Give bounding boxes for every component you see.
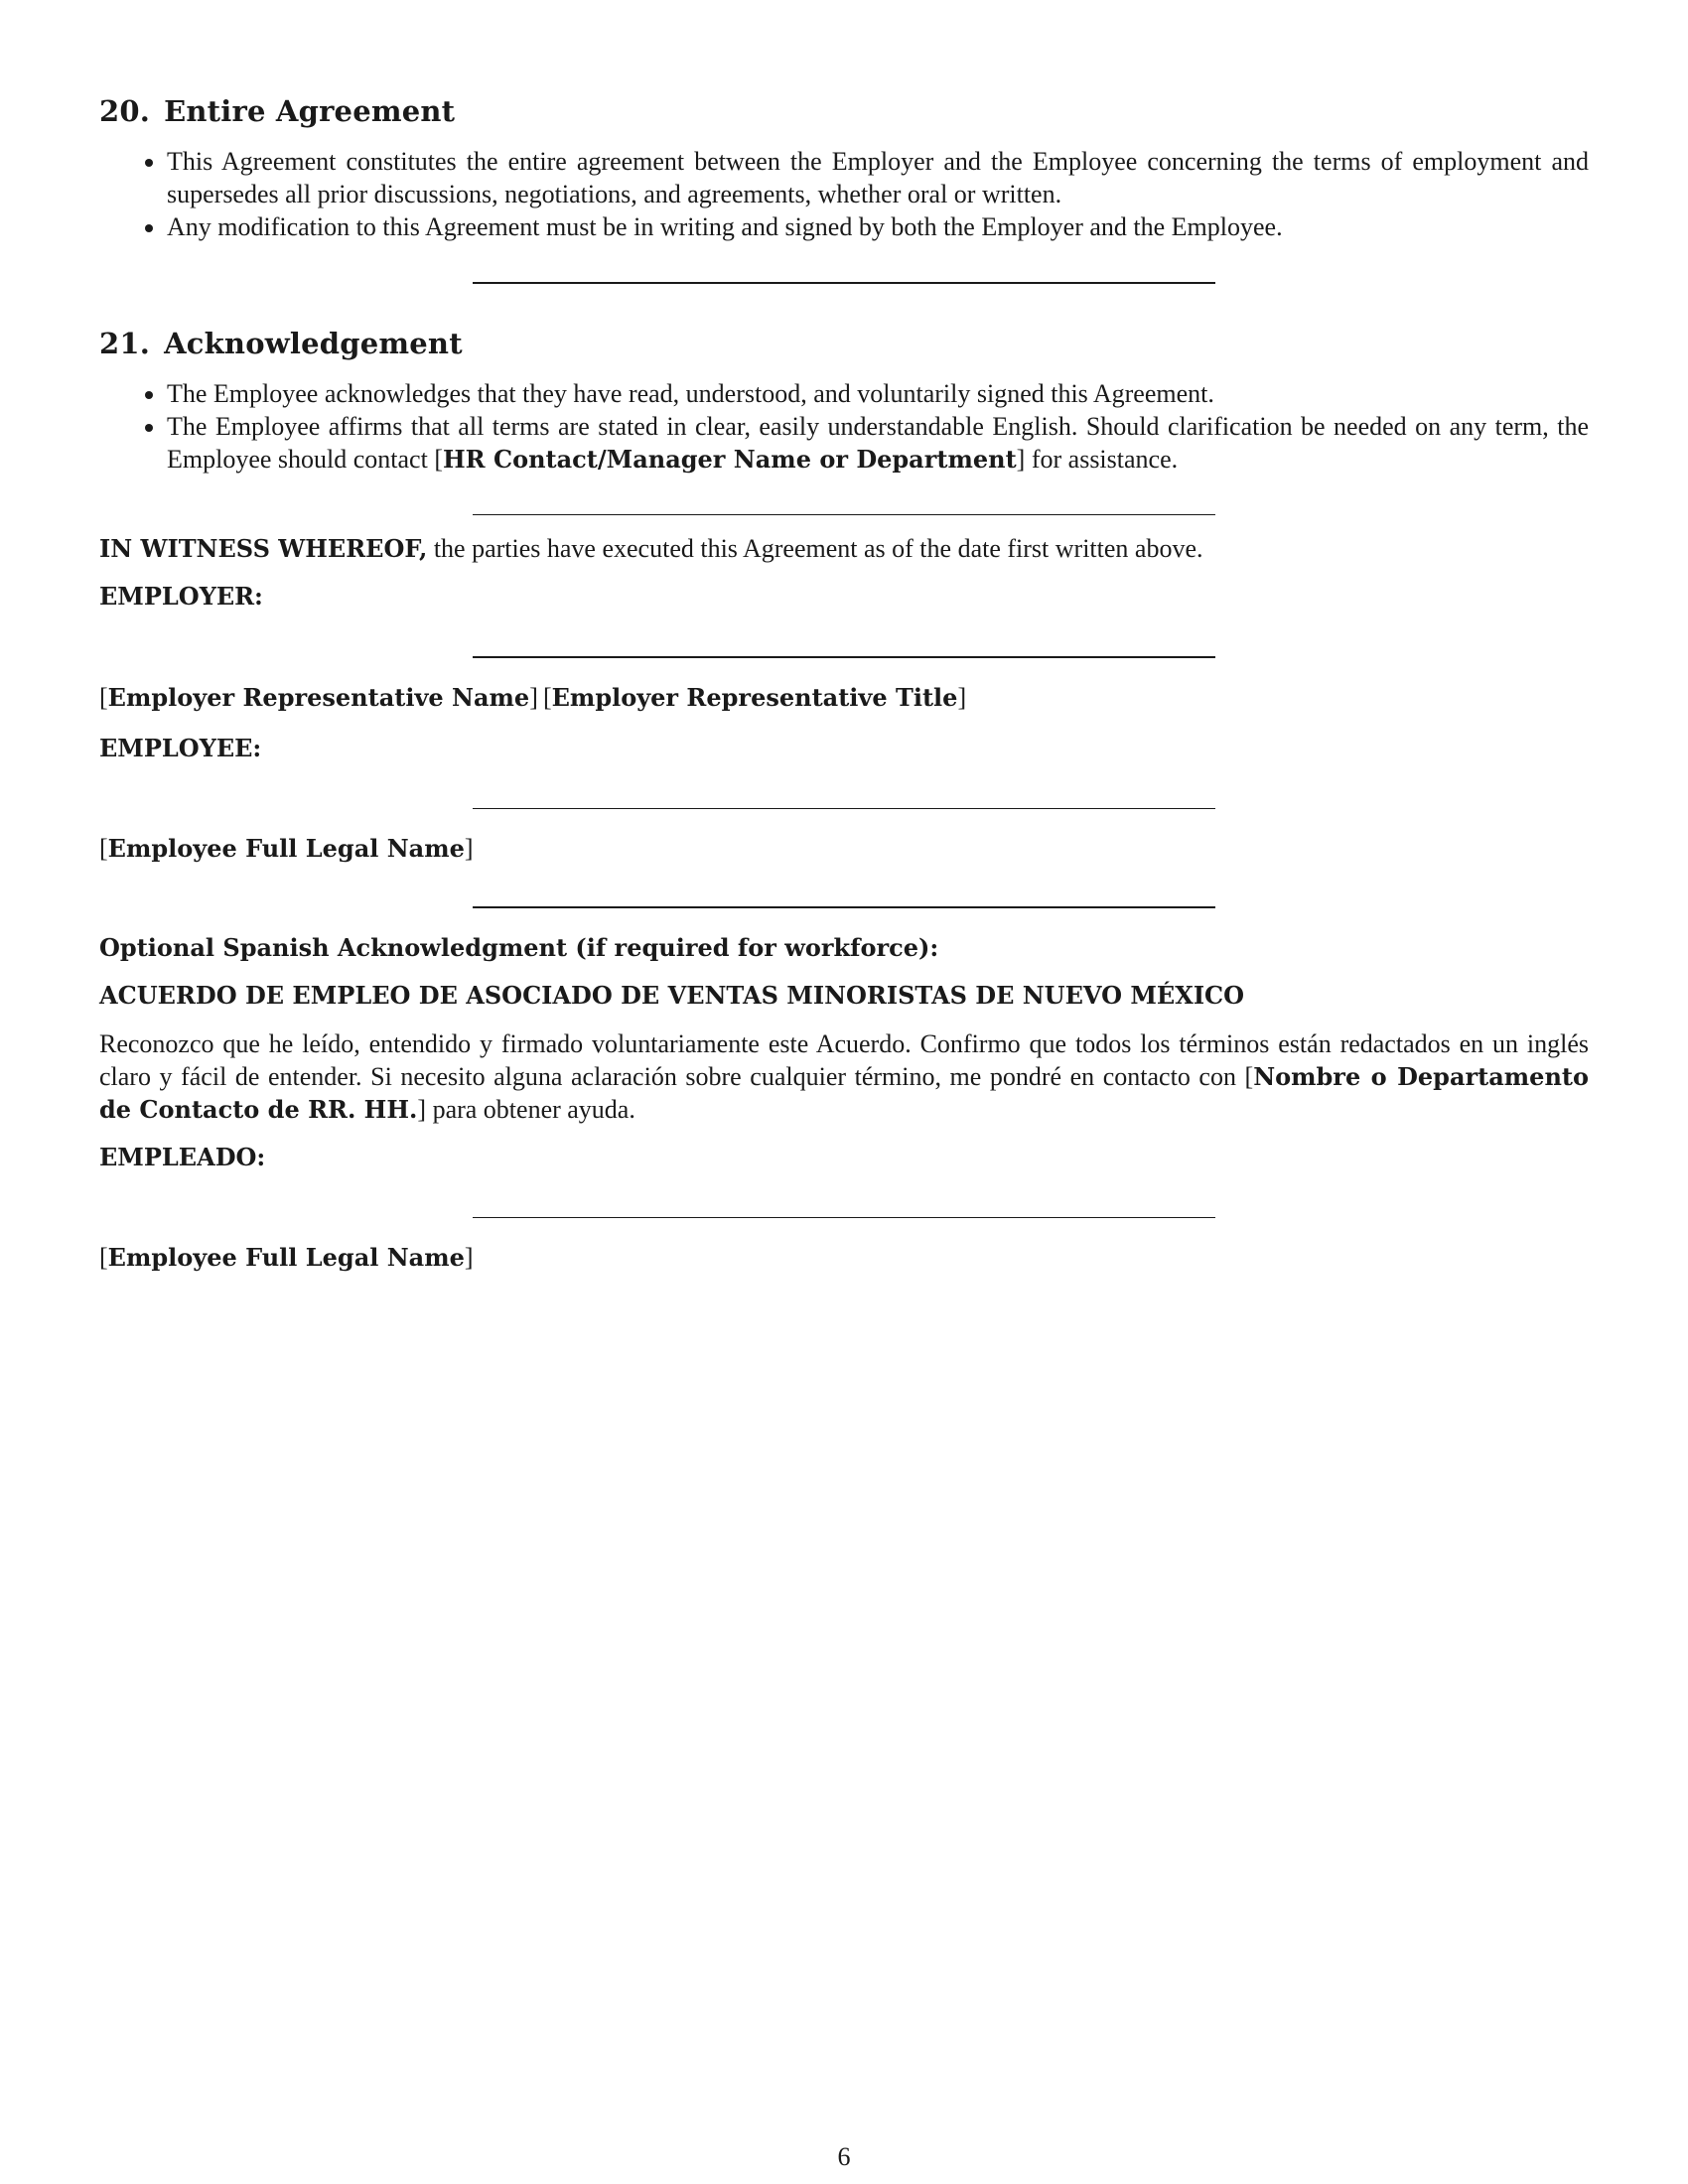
bracket-open: [	[434, 445, 443, 474]
section-21-bullet-2-text: The Employee affirms that all terms are stated in clear, easily understandable English. Should clarification be needed on any term, the Employee should contact	[167, 412, 1589, 474]
spanish-para-end: para obtener ayuda.	[426, 1095, 635, 1124]
section-divider	[473, 514, 1215, 515]
bracket-close: ]	[464, 1243, 474, 1272]
section-20-bullet-1: • This Agreement constitutes the entire agreement between the Employer and the Employee concerning the terms of employment and supersedes all prior discussions, negotiations, and agreements, whether oral or written.	[167, 145, 1589, 210]
bracket-close: ]	[464, 834, 474, 863]
bracket-close: ]	[529, 683, 538, 712]
section-21-bullet-1: • The Employee acknowledges that they have read, understood, and voluntarily signed this Agreement.	[167, 377, 1589, 410]
page-content	[99, 91, 1589, 1277]
employee-full-name: Employee Full Legal Name	[107, 834, 465, 863]
section-20-bullet-2: • Any modification to this Agreement must be in writing and signed by both the Employer and the Employee.	[167, 210, 1589, 243]
bracket-open: [	[99, 683, 108, 712]
witness-text: the parties have executed this Agreement as of the date first written above.	[427, 534, 1203, 563]
employee-signature-line	[473, 808, 1215, 809]
empleado-signature-line	[473, 1217, 1215, 1218]
employee-name-line	[99, 832, 1589, 868]
bracket-open: [	[99, 1243, 108, 1272]
section-21-number: 21.	[99, 327, 151, 360]
employer-label: EMPLOYER:	[99, 582, 263, 611]
empleado-name-line	[99, 1241, 1589, 1277]
section-21-title: Acknowledgement	[164, 327, 463, 360]
section-20-title: Entire Agreement	[164, 94, 456, 128]
bracket-close: ]	[1016, 445, 1026, 474]
optional-spanish-heading: Optional Spanish Acknowledgment (if required for workforce):	[99, 933, 939, 962]
section-21-list	[99, 377, 1589, 476]
employer-signature-line	[473, 656, 1215, 658]
employer-rep-name: Employer Representative Name	[107, 683, 530, 712]
section-21-bullet-2	[167, 410, 1589, 476]
employer-rep-title: Employer Representative Title	[551, 683, 958, 712]
bracket-open: [	[1244, 1062, 1254, 1091]
section-21-bullet-2-end: for assistance.	[1025, 445, 1179, 474]
spanish-para-text: Reconozco que he leído, entendido y firmado voluntariamente este Acuerdo. Confirmo que todos los términos están redactados en un inglés claro y fácil de entender. Si necesito alguna aclaración sobre cualquier término, me pondré en contacto con	[99, 1029, 1589, 1091]
section-divider	[473, 906, 1215, 908]
empleado-full-name: Employee Full Legal Name	[107, 1243, 465, 1272]
employee-label: EMPLOYEE:	[99, 734, 262, 762]
page-number: 6	[837, 2142, 851, 2171]
witness-bold: IN WITNESS WHEREOF,	[99, 534, 428, 563]
witness-statement	[99, 532, 1589, 565]
section-20-heading	[99, 91, 1589, 131]
section-20-list	[99, 145, 1589, 243]
bracket-open: [	[542, 683, 552, 712]
bracket-close: ]	[957, 683, 967, 712]
hr-contact-placeholder: HR Contact/Manager Name or Department	[443, 445, 1017, 474]
spanish-acknowledgment-paragraph	[99, 1027, 1589, 1126]
section-20-number: 20.	[99, 94, 151, 128]
empleado-label: EMPLEADO:	[99, 1143, 266, 1171]
spanish-agreement-title: ACUERDO DE EMPLEO DE ASOCIADO DE VENTAS MINORISTAS DE NUEVO MÉXICO	[99, 981, 1245, 1010]
hr-contact-placeholder-es: Nombre o Departamento de Contacto de RR. HH.	[99, 1062, 1589, 1124]
employer-representative-line	[99, 681, 1589, 717]
section-divider	[473, 282, 1215, 284]
bracket-open: [	[99, 834, 108, 863]
bracket-close: ]	[417, 1095, 427, 1124]
section-21-heading	[99, 324, 1589, 363]
